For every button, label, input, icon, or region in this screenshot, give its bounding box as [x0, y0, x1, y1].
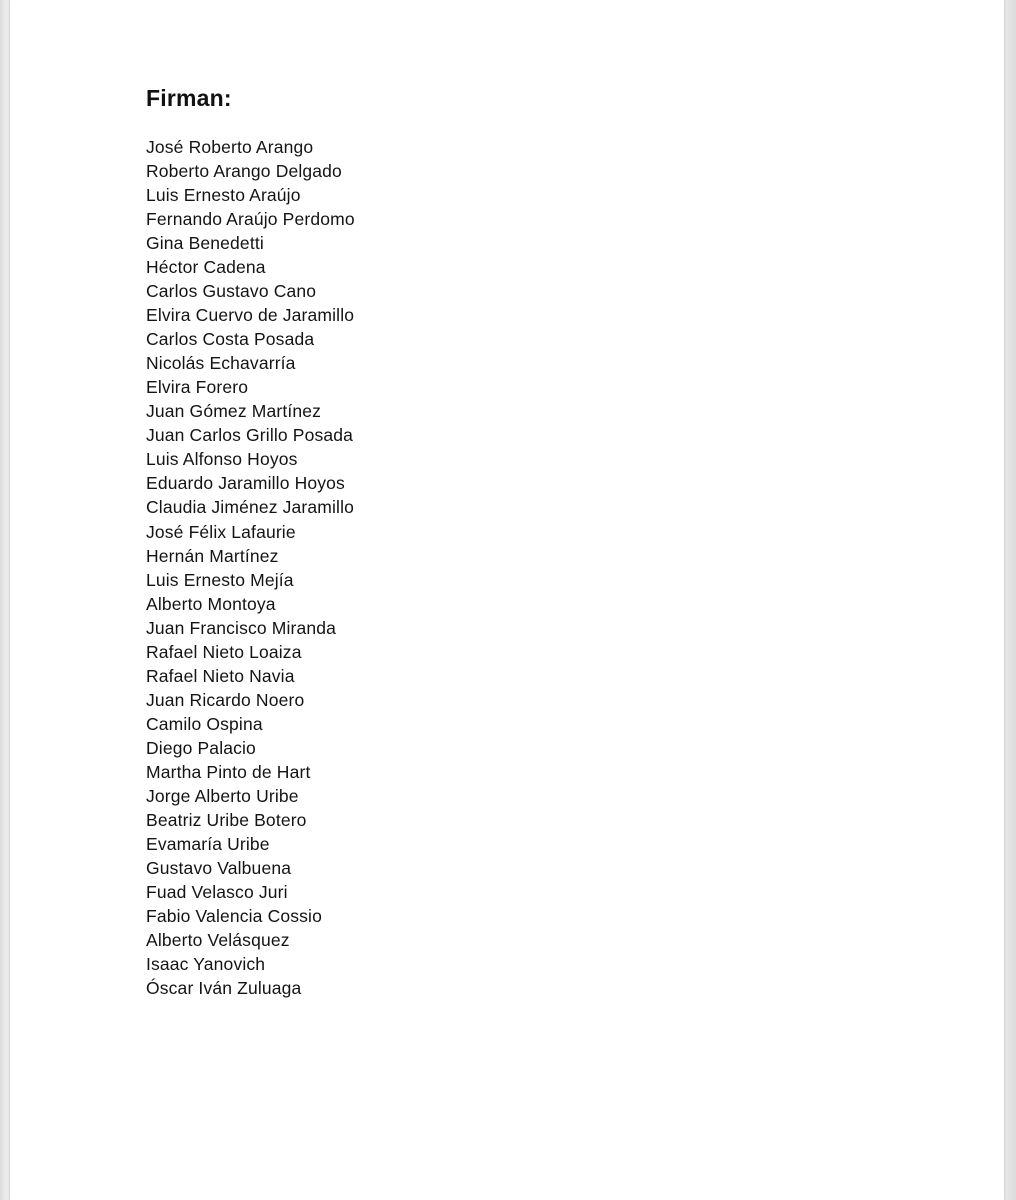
signatory-name: Isaac Yanovich	[146, 954, 266, 975]
signatory-name: Héctor Cadena	[146, 257, 266, 278]
document-page	[10, 0, 1004, 1200]
signatory-name: Martha Pinto de Hart	[146, 761, 311, 782]
signatories-list	[146, 135, 846, 1000]
signatory-name: Claudia Jiménez Jaramillo	[146, 497, 354, 518]
signatory-name: Juan Francisco Miranda	[146, 617, 337, 638]
signatory-name: Hernán Martínez	[146, 545, 279, 566]
signatory-name: Roberto Arango Delgado	[146, 161, 342, 182]
signatory-name: Gustavo Valbuena	[146, 857, 292, 878]
signatory-name: Juan Ricardo Noero	[146, 689, 305, 710]
signatory-name: Fabio Valencia Cossio	[146, 906, 322, 926]
signatory-name: Juan Carlos Grillo Posada	[146, 425, 354, 446]
signatory-name: Elvira Forero	[146, 377, 249, 398]
signatory-name: Rafael Nieto Loaiza	[146, 641, 302, 662]
signatory-name: Luis Ernesto Mejía	[146, 569, 294, 590]
signatory-name: Fuad Velasco Juri	[146, 881, 288, 902]
signatory-name: Diego Palacio	[146, 737, 256, 758]
signatory-name: Evamaría Uribe	[146, 833, 270, 854]
signatory-name: Óscar Iván Zuluaga	[146, 978, 302, 999]
page-content	[146, 82, 846, 1000]
signatory-name: José Félix Lafaurie	[146, 521, 296, 542]
signatory-name: Jorge Alberto Uribe	[146, 785, 299, 806]
signatory-name: Elvira Cuervo de Jaramillo	[146, 305, 355, 326]
signatory-name: Carlos Costa Posada	[146, 329, 315, 350]
signatories-heading: Firman:	[146, 85, 232, 111]
signatory-name: Carlos Gustavo Cano	[146, 281, 317, 302]
signatory-name: Luis Ernesto Araújo	[146, 185, 301, 206]
signatory-name: José Roberto Arango	[146, 137, 314, 157]
signatory-name: Alberto Montoya	[146, 593, 276, 614]
signatory-name: Luis Alfonso Hoyos	[146, 449, 298, 470]
signatory-name: Alberto Velásquez	[146, 930, 290, 951]
signatory-name: Camilo Ospina	[146, 713, 263, 734]
signatory-name: Nicolás Echavarría	[146, 353, 296, 374]
signatory-name: Eduardo Jaramillo Hoyos	[146, 473, 345, 494]
signatory-name: Gina Benedetti	[146, 233, 264, 254]
signatory-name: Fernando Araújo Perdomo	[146, 209, 355, 230]
signatory-name: Rafael Nieto Navia	[146, 665, 295, 686]
signatory-name: Juan Gómez Martínez	[146, 401, 322, 422]
signatory-name: Beatriz Uribe Botero	[146, 809, 307, 830]
